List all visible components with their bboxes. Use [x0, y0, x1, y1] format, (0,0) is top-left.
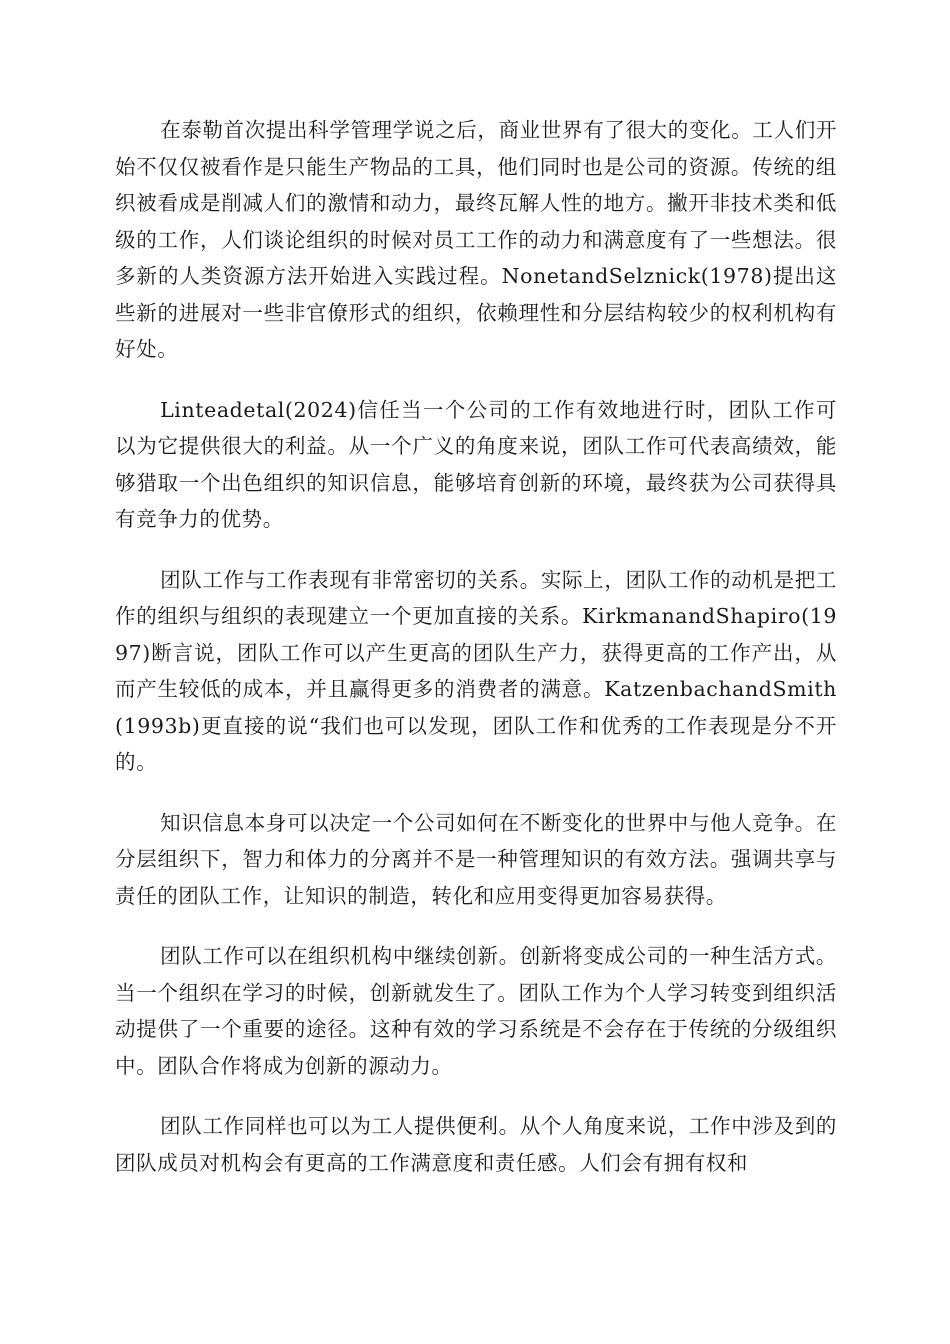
paragraph-5: 团队工作可以在组织机构中继续创新。创新将变成公司的一种生活方式。当一个组织在学习的时候，创新就发生了。团队工作为个人学习转变到组织活动提供了一个重要的途径。这种有效的学习系统是不会存在于传统的分级组织中。团队合作将成为创新的源动力。 [115, 944, 837, 1078]
document-body [115, 112, 837, 1205]
paragraph-4: 知识信息本身可以决定一个公司如何在不断变化的世界中与他人竞争。在分层组织下，智力和体力的分离并不是一种管理知识的有效方法。强调共享与责任的团队工作，让知识的制造，转化和应用变得更加容易获得。 [115, 810, 837, 908]
paragraph-6: 团队工作同样也可以为工人提供便利。从个人角度来说，工作中涉及到的团队成员对机构会有更高的工作满意度和责任感。人们会有拥有权和 [115, 1114, 837, 1175]
paragraph-1: 在泰勒首次提出科学管理学说之后，商业世界有了很大的变化。工人们开始不仅仅被看作是只能生产物品的工具，他们同时也是公司的资源。传统的组织被看成是削减人们的激情和动力，最终瓦解人性的地方。撇开非技术类和低级的工作，人们谈论组织的时候对员工工作的动力和满意度有了一些想法。很多新的人类资源方法开始进入实践过程。NonetandSelznick(1978)提出这些新的进展对一些非官僚形式的组织，依赖理性和分层结构较少的权利机构有好处。 [115, 118, 837, 361]
paragraph-2: Linteadetal(2024)信任当一个公司的工作有效地进行时，团队工作可以为它提供很大的利益。从一个广义的角度来说，团队工作可代表高绩效，能够猎取一个出色组织的知识信息，能够培育创新的环境，最终获为公司获得具有竞争力的优势。 [115, 397, 837, 531]
paragraph-3: 团队工作与工作表现有非常密切的关系。实际上，团队工作的动机是把工作的组织与组织的表现建立一个更加直接的关系。KirkmanandShapiro(1997)断言说，团队工作可以产生更高的团队生产力，获得更高的工作产出，从而产生较低的成本，并且赢得更多的消费者的满意。KatzenbachandSmith(1993b)更直接的说“我们也可以发现，团队工作和优秀的工作表现是分不开的。 [115, 567, 837, 774]
